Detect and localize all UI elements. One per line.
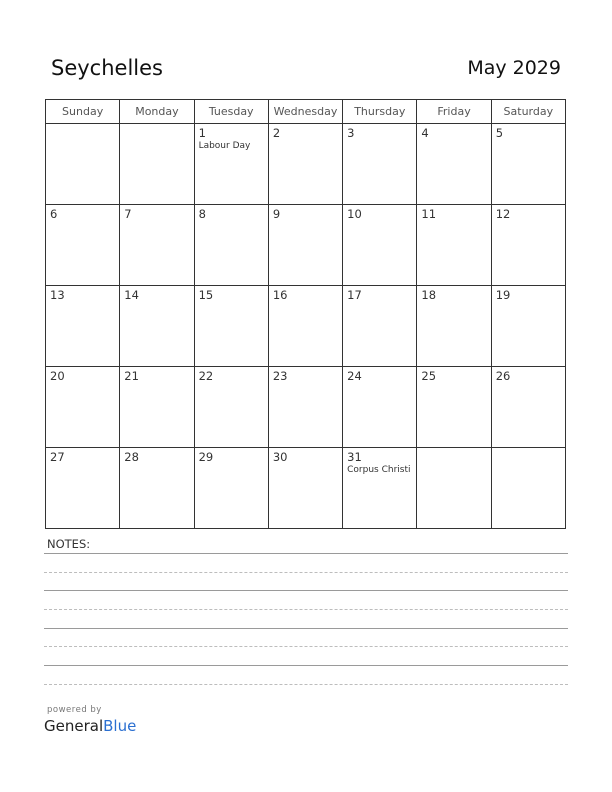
day-number: 18 xyxy=(421,288,437,302)
weekday-header-row xyxy=(46,100,566,124)
day-cell xyxy=(268,124,342,205)
day-number: 19 xyxy=(495,288,511,302)
day-cell xyxy=(46,367,120,448)
day-number: 9 xyxy=(272,207,281,221)
weekday-wednesday: Wednesday xyxy=(268,100,342,124)
note-line xyxy=(44,628,568,629)
day-cell xyxy=(194,286,268,367)
note-line xyxy=(44,553,568,554)
calendar-week-row xyxy=(46,367,566,448)
day-number: 29 xyxy=(198,450,214,464)
note-line xyxy=(44,590,568,591)
day-cell xyxy=(491,367,565,448)
day-number: 16 xyxy=(272,288,288,302)
day-number: 26 xyxy=(495,369,511,383)
note-line xyxy=(44,609,568,610)
calendar-week-row xyxy=(46,124,566,205)
day-number: 20 xyxy=(50,369,65,383)
day-number: 3 xyxy=(347,126,355,140)
note-line xyxy=(44,572,568,573)
holiday-label: Corpus Christi xyxy=(347,465,411,475)
notes-label: NOTES: xyxy=(47,537,91,551)
day-number: 13 xyxy=(50,288,65,302)
day-number: 21 xyxy=(124,369,139,383)
day-cell xyxy=(491,205,565,286)
day-cell xyxy=(194,367,268,448)
day-number: 2 xyxy=(272,126,281,140)
day-cell xyxy=(194,448,268,529)
day-number: 11 xyxy=(421,207,437,221)
day-number: 27 xyxy=(50,450,65,464)
empty-day-cell xyxy=(417,448,491,529)
day-number: 30 xyxy=(272,450,288,464)
day-cell xyxy=(417,124,491,205)
day-cell xyxy=(343,286,417,367)
day-cell xyxy=(120,448,194,529)
day-cell xyxy=(120,286,194,367)
day-number: 15 xyxy=(198,288,214,302)
day-cell xyxy=(417,205,491,286)
day-cell xyxy=(343,448,417,529)
day-number: 1 xyxy=(198,126,206,140)
note-line xyxy=(44,646,568,647)
day-cell xyxy=(491,124,565,205)
day-cell xyxy=(268,367,342,448)
weekday-monday: Monday xyxy=(120,100,194,124)
empty-day-cell xyxy=(120,124,194,205)
note-line xyxy=(44,665,568,666)
day-cell xyxy=(268,286,342,367)
day-number: 8 xyxy=(198,207,206,221)
day-cell xyxy=(417,367,491,448)
day-number: 28 xyxy=(124,450,139,464)
day-cell xyxy=(46,286,120,367)
day-number: 7 xyxy=(124,207,132,221)
day-number: 12 xyxy=(495,207,511,221)
day-number: 22 xyxy=(198,369,214,383)
day-number: 23 xyxy=(272,369,288,383)
weekday-friday: Friday xyxy=(417,100,491,124)
weekday-sunday: Sunday xyxy=(46,100,120,124)
day-number: 31 xyxy=(347,450,362,464)
day-number: 24 xyxy=(347,369,362,383)
weekday-thursday: Thursday xyxy=(343,100,417,124)
day-cell xyxy=(343,124,417,205)
day-cell xyxy=(417,286,491,367)
empty-day-cell xyxy=(46,124,120,205)
calendar-week-row xyxy=(46,205,566,286)
day-number: 25 xyxy=(421,369,437,383)
brand-name-general: General xyxy=(44,717,104,735)
empty-day-cell xyxy=(491,448,565,529)
day-cell xyxy=(120,205,194,286)
brand-name-blue: Blue xyxy=(103,717,137,735)
day-cell xyxy=(46,448,120,529)
weekday-saturday: Saturday xyxy=(491,100,565,124)
day-number: 14 xyxy=(124,288,139,302)
day-number: 5 xyxy=(495,126,504,140)
brand-logo[interactable] xyxy=(44,717,136,735)
day-cell xyxy=(194,205,268,286)
calendar-grid xyxy=(45,99,566,529)
calendar-week-row xyxy=(46,286,566,367)
country-title: Seychelles xyxy=(51,56,163,80)
holiday-label: Labour Day xyxy=(198,141,251,151)
day-cell xyxy=(343,205,417,286)
day-cell xyxy=(194,124,268,205)
day-number: 10 xyxy=(347,207,362,221)
day-cell xyxy=(120,367,194,448)
day-cell xyxy=(343,367,417,448)
weekday-tuesday: Tuesday xyxy=(194,100,268,124)
day-cell xyxy=(491,286,565,367)
note-line xyxy=(44,684,568,685)
month-year-title: May 2029 xyxy=(467,57,561,79)
day-cell xyxy=(268,205,342,286)
day-number: 4 xyxy=(421,126,429,140)
powered-by-text: powered by xyxy=(47,705,102,715)
day-number: 17 xyxy=(347,288,362,302)
day-cell xyxy=(46,205,120,286)
day-cell xyxy=(268,448,342,529)
calendar-week-row xyxy=(46,448,566,529)
day-number: 6 xyxy=(50,207,58,221)
